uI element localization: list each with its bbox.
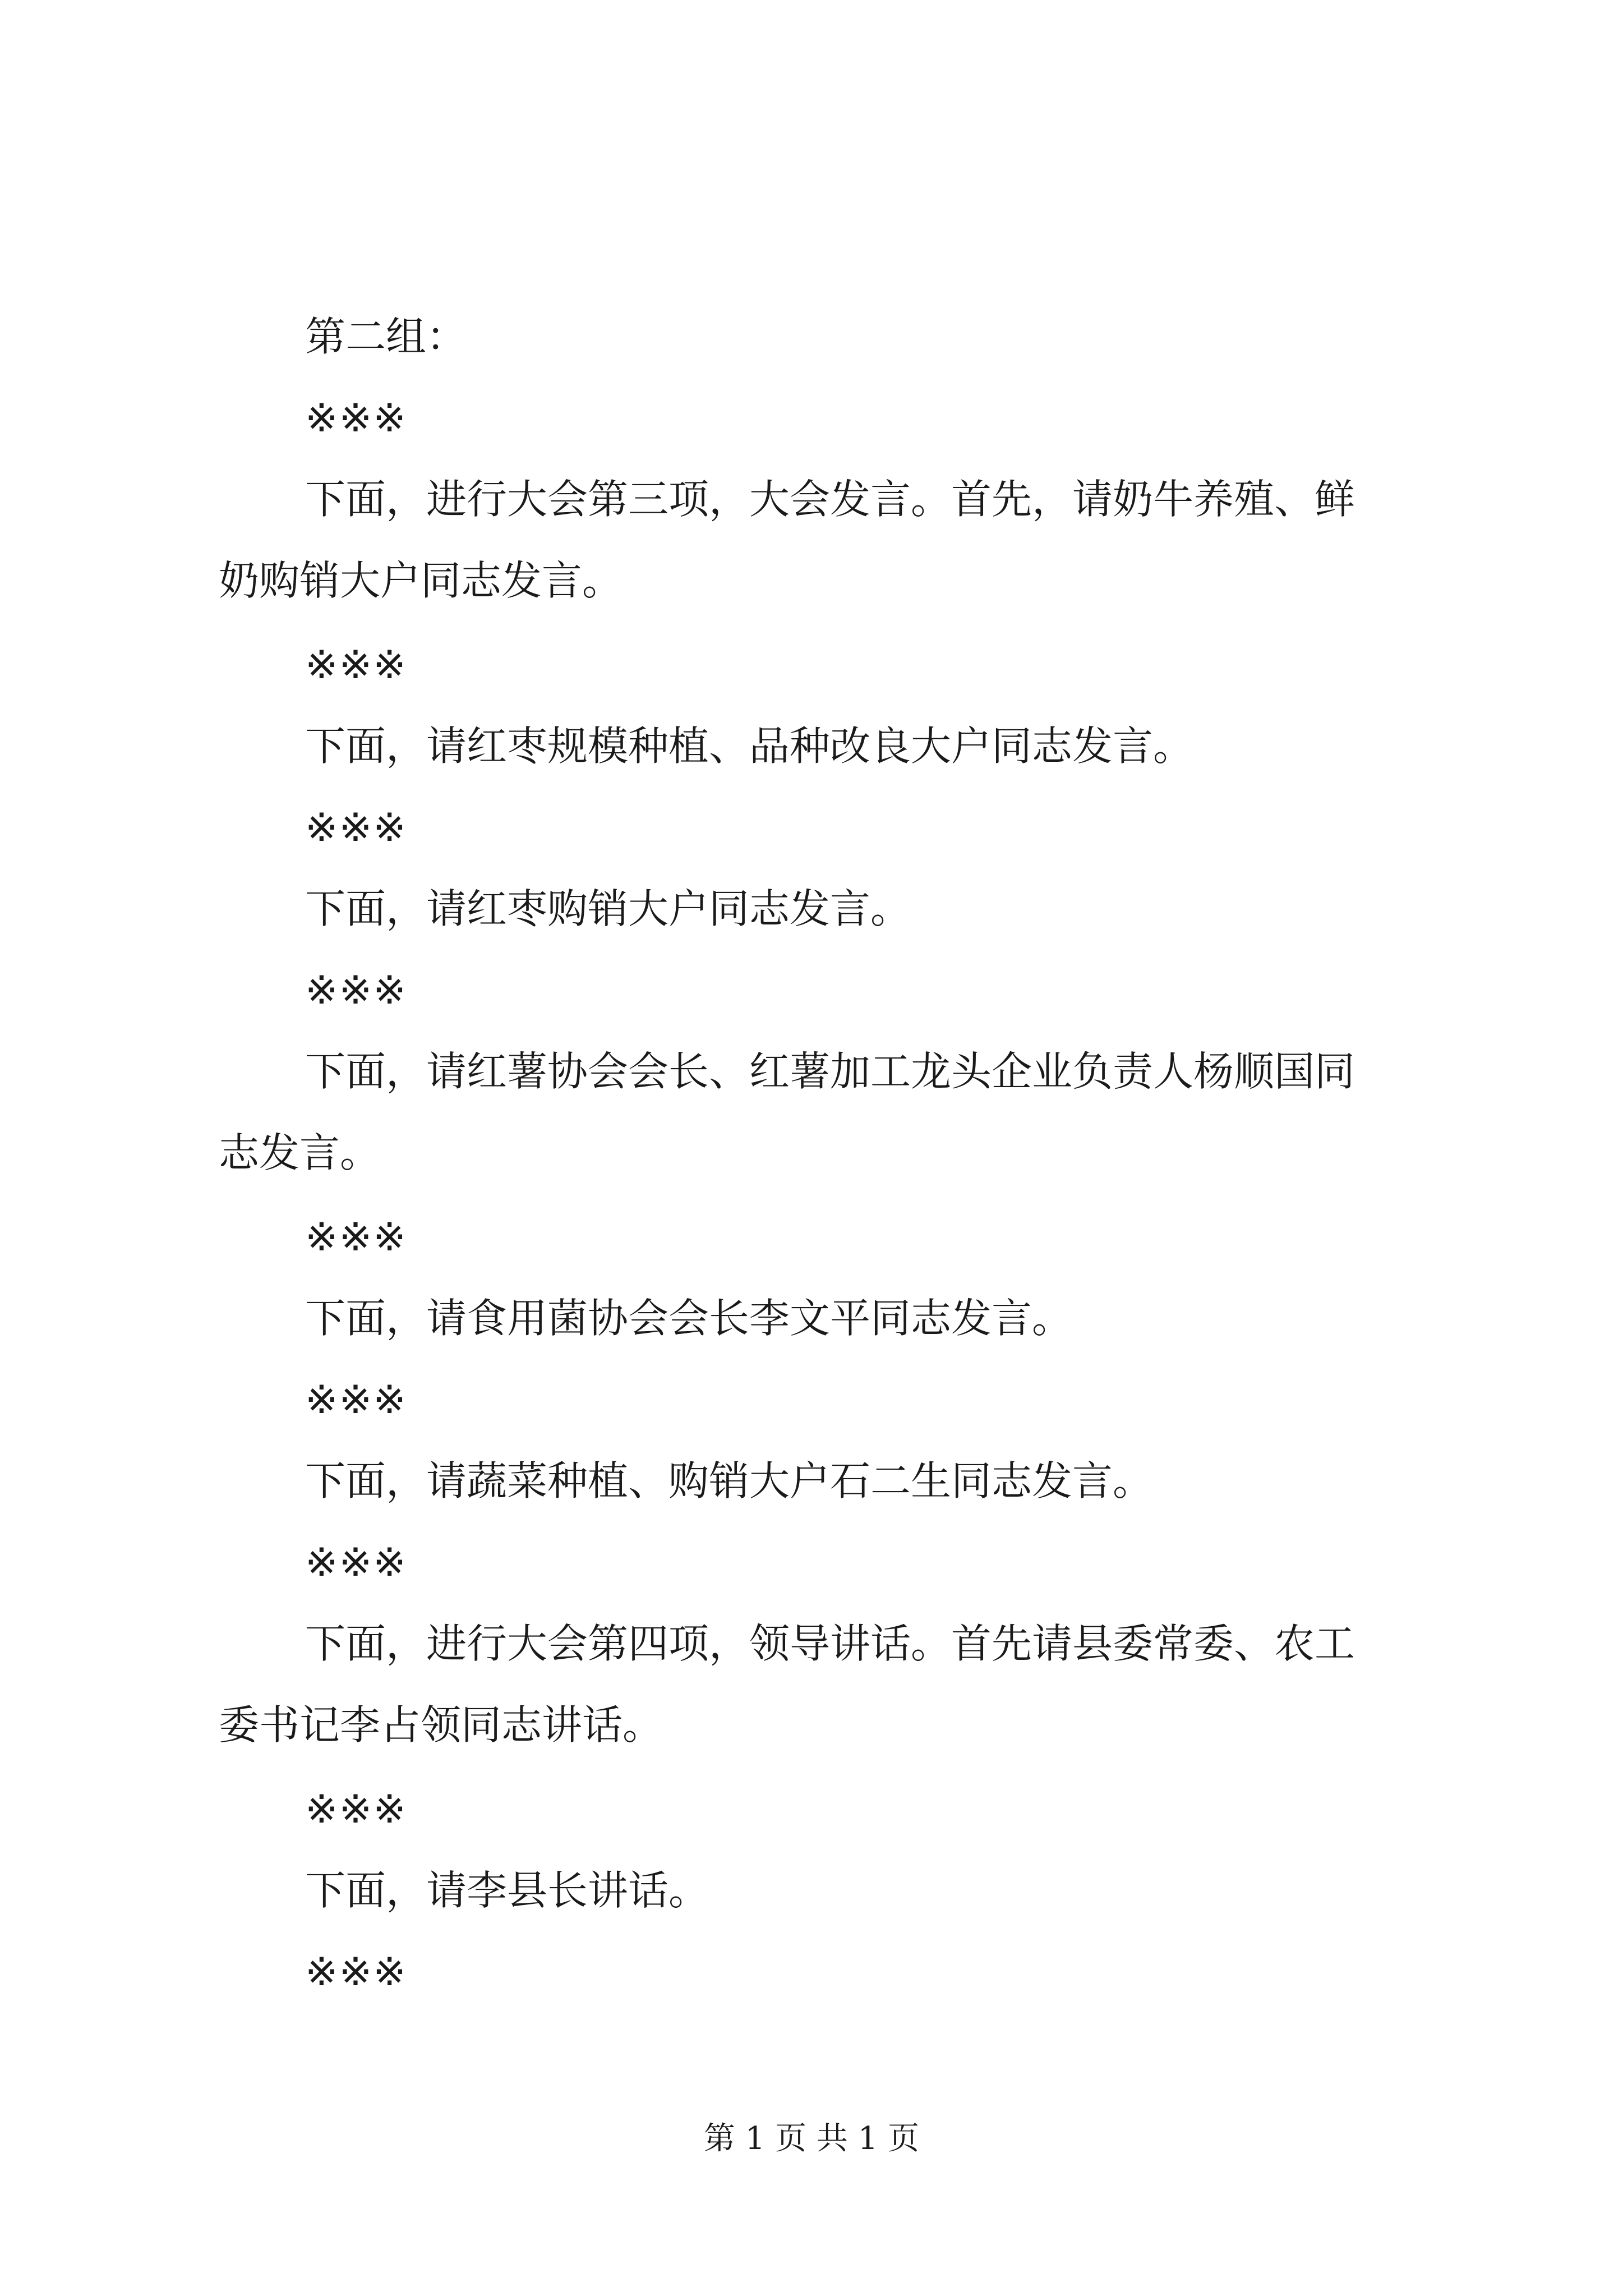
paragraph-line: 下面，进行大会第四项，领导讲话。首先请县委常委、农工	[305, 1620, 1355, 1667]
page-number-footer: 第 1 页 共 1 页	[703, 2120, 920, 2157]
separator-marks: ※※※	[305, 967, 407, 1013]
separator-marks: ※※※	[305, 642, 407, 688]
separator-marks: ※※※	[305, 1786, 407, 1832]
paragraph-line: 下面，请李县长讲话。	[305, 1867, 709, 1914]
paragraph-line: 下面，请红枣规模种植、品种改良大户同志发言。	[305, 723, 1194, 770]
paragraph-line: 奶购销大户同志发言。	[219, 557, 623, 604]
paragraph-line: 下面，请蔬菜种植、购销大户石二生同志发言。	[305, 1457, 1154, 1504]
section-heading: 第二组：	[305, 313, 467, 360]
paragraph-line: 下面，请食用菌协会会长李文平同志发言。	[305, 1295, 1073, 1342]
separator-marks: ※※※	[305, 1539, 407, 1585]
separator-marks: ※※※	[305, 1214, 407, 1260]
paragraph-line: 委书记李占领同志讲话。	[219, 1701, 663, 1749]
paragraph-line: 志发言。	[219, 1129, 381, 1176]
separator-marks: ※※※	[305, 804, 407, 850]
paragraph-line: 下面，进行大会第三项，大会发言。首先，请奶牛养殖、鲜	[305, 476, 1355, 523]
paragraph-line: 下面，请红薯协会会长、红薯加工龙头企业负责人杨顺国同	[305, 1048, 1355, 1095]
separator-marks: ※※※	[305, 395, 407, 441]
separator-marks: ※※※	[305, 1949, 407, 1995]
paragraph-line: 下面，请红枣购销大户同志发言。	[305, 885, 911, 932]
separator-marks: ※※※	[305, 1377, 407, 1423]
